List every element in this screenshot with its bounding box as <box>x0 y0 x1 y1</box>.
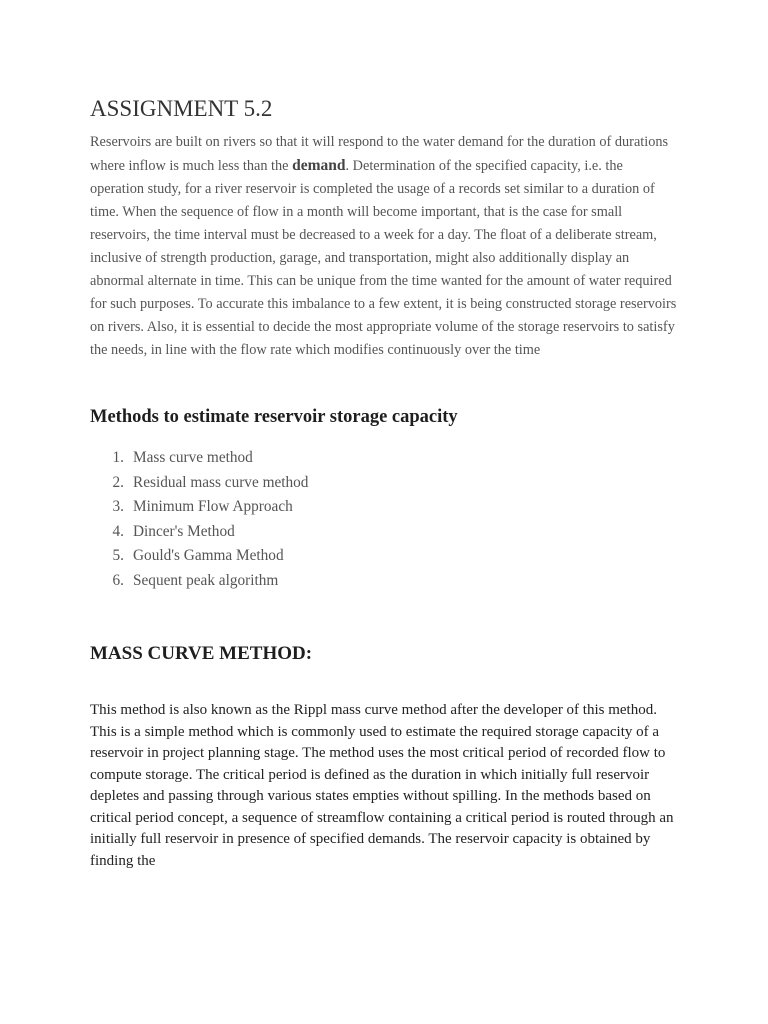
list-item-number: 3. <box>112 498 124 516</box>
list-item-label: Mass curve method <box>133 449 253 466</box>
list-item-label: Dincer's Method <box>133 522 235 540</box>
mass-curve-heading: MASS CURVE METHOD: <box>90 643 313 664</box>
list-item-label: Sequent peak algorithm <box>133 571 279 589</box>
assignment-title: ASSIGNMENT 5.2 <box>90 96 273 121</box>
list-item <box>90 448 308 473</box>
list-item-number: 4. <box>112 522 124 540</box>
methods-heading: Methods to estimate reservoir storage capacity <box>90 407 458 427</box>
list-item <box>90 571 308 596</box>
intro-text-part1: Reservoirs are built on rivers so that it will respond to the water demand for the duration of durations where inflow is much less than the <box>90 134 669 174</box>
mass-curve-paragraph: This method is also known as the Rippl mass curve method after the developer of this method. This is a simple method which is commonly used to estimate the required storage capacity of a reservoir in project planning stage. The method uses the most critical period of recorded flow to compute storage. The critical period is defined as the duration in which initially full reservoir depletes and passing through various states empties without spilling. In the methods based on critical period concept, a sequence of streamflow containing a critical period is routed through an initially full reservoir in presence of specified demands. The reservoir capacity is obtained by finding the <box>90 702 674 869</box>
list-item <box>90 522 308 547</box>
list-item <box>90 497 308 522</box>
list-item <box>90 473 308 498</box>
list-item-label: Gould's Gamma Method <box>133 547 284 565</box>
list-item-number: 6. <box>112 571 124 589</box>
intro-text-part2: . Determination of the specified capacity, i.e. the operation study, for a river reservoir is completed the usage of a records set similar to a duration of time. When the sequence of flow in a month will become important, that is the case for small reservoirs, the time interval must be decreased to a week for a day. The float of a deliberate stream, inclusive of strength production, garage, and transportation, might also additionally display an abnormal alternate in time. This can be unique from the time wanted for the amount of water required for such purposes. To accurate this imbalance to a few extent, it is being constructed storage reservoirs on rivers. Also, it is essential to decide the most appropriate volume of the storage reservoirs to satisfy the needs, in line with the flow rate which modifies continuously over the time <box>90 158 677 358</box>
list-item <box>90 546 308 571</box>
intro-paragraph <box>90 131 678 362</box>
list-item-number: 1. <box>112 449 124 466</box>
list-item-number: 2. <box>112 473 124 491</box>
methods-list <box>90 448 308 596</box>
intro-emphasis: demand <box>292 157 346 174</box>
list-item-number: 5. <box>112 547 124 565</box>
list-item-label: Residual mass curve method <box>133 473 309 491</box>
list-item-label: Minimum Flow Approach <box>133 498 293 516</box>
